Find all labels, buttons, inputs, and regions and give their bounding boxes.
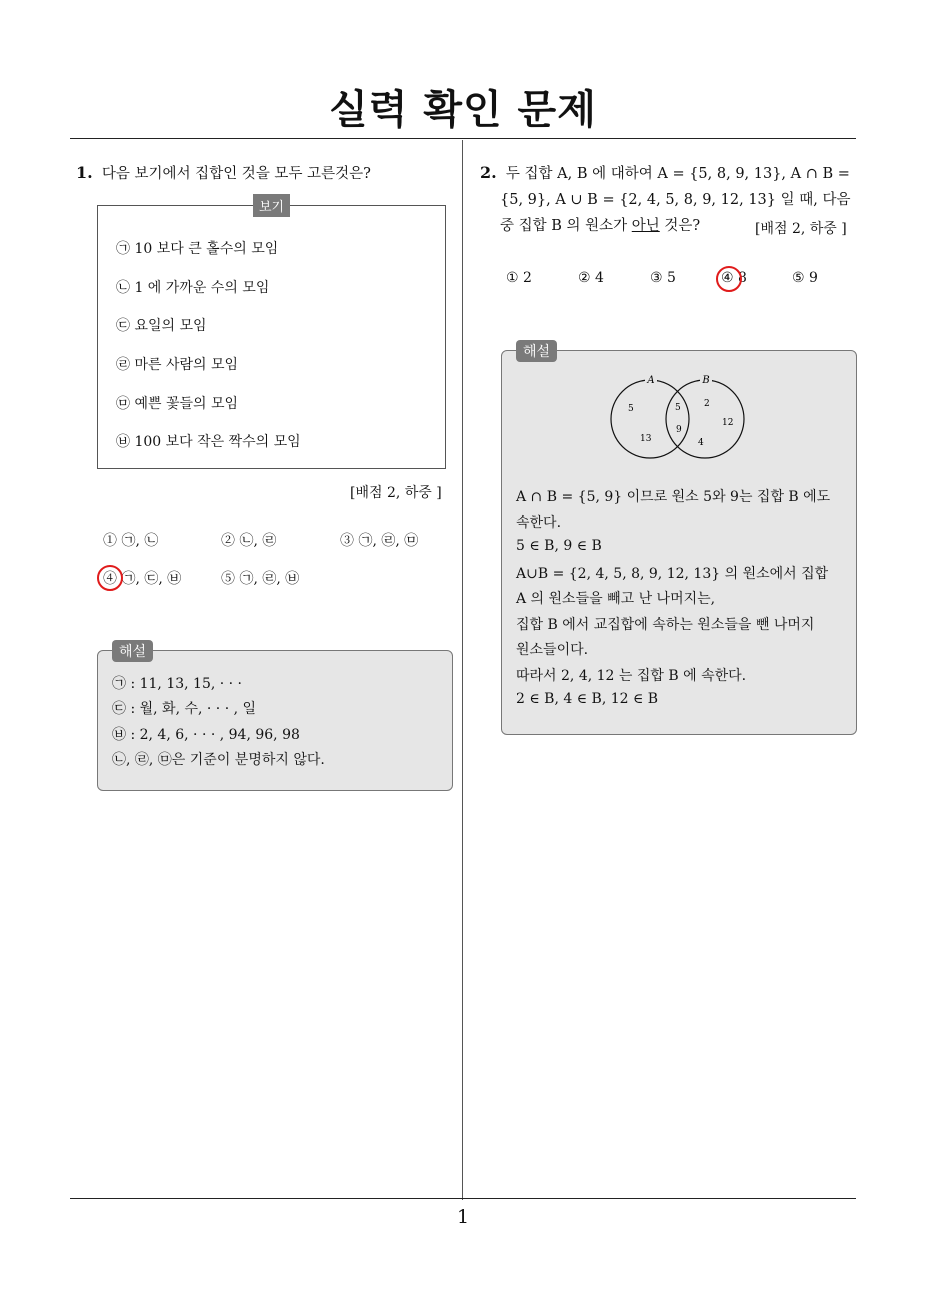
bogi-item: ㉥ 100 보다 작은 짝수의 모임 (116, 434, 301, 450)
solution-line: ㉥ : 2, 4, 6, · · · , 94, 96, 98 (112, 727, 300, 743)
question-text-line2: {5, 9}, A ∪ B = {2, 4, 5, 8, 9, 12, 13} 일 때, 다음 (500, 192, 851, 208)
bogi-item: ㉢ 요일의 모임 (116, 318, 207, 334)
q1-answer-mark (97, 565, 123, 591)
venn-both: 9 (676, 425, 682, 435)
bogi-item: ㉠ 10 보다 큰 홀수의 모임 (116, 241, 279, 257)
solution-line: 속한다. (516, 515, 562, 531)
venn-label-b: B (702, 375, 710, 386)
bogi-item: ㉡ 1 에 가까운 수의 모임 (116, 280, 270, 296)
top-rule (70, 138, 856, 139)
solution-line: 5 ∈ B, 9 ∈ B (516, 538, 602, 554)
q2-solution-box (501, 344, 857, 735)
solution-line: ㉡, ㉣, ㉤은 기준이 분명하지 않다. (112, 752, 325, 768)
solution-line: A∪B = {2, 4, 5, 8, 9, 12, 13} 의 원소에서 집합 (516, 566, 829, 582)
column-divider (462, 140, 463, 1200)
underlined-word: 아닌 (631, 218, 660, 234)
q2-choice-5[interactable]: ⑤ 9 (792, 270, 818, 286)
venn-only-a: 5 (628, 404, 634, 414)
q1-choice-1[interactable]: ① ㉠, ㉡ (103, 533, 159, 549)
question-text-line3: 중 집합 B 의 원소가 (500, 218, 632, 234)
q1-score: [배점 2, 하중 ] (350, 485, 442, 501)
solution-line: A 의 원소들을 빼고 난 나머지는, (516, 591, 716, 607)
venn-only-b: 12 (722, 418, 734, 428)
question-text-line3-end: 것은? (659, 218, 701, 234)
question-text: 다음 보기에서 집합인 것을 모두 고른것은? (101, 166, 371, 182)
venn-label-a: A (647, 375, 655, 386)
q1-solution-box (97, 644, 453, 791)
q1-choice-4[interactable]: ④ ㉠, ㉢, ㉥ (103, 571, 182, 587)
question-1 (76, 160, 371, 187)
q1-choice-3[interactable]: ③ ㉠, ㉣, ㉤ (340, 533, 419, 549)
q1-choice-5[interactable]: ⑤ ㉠, ㉣, ㉥ (221, 571, 300, 587)
solution-line: A ∩ B = {5, 9} 이므로 원소 5와 9는 집합 B 에도 (516, 489, 831, 505)
question-number: 2. (480, 163, 497, 182)
q2-choice-2[interactable]: ② 4 (578, 270, 604, 286)
venn-only-b: 4 (698, 438, 704, 448)
q2-answer-mark (716, 266, 742, 292)
venn-diagram (602, 369, 762, 467)
bogi-box (97, 200, 446, 469)
page-number: 1 (456, 1206, 470, 1228)
q2-score: [배점 2, 하중 ] (755, 221, 847, 237)
solution-line: 2 ∈ B, 4 ∈ B, 12 ∈ B (516, 691, 659, 707)
bottom-rule (70, 1198, 856, 1199)
q2-choice-3[interactable]: ③ 5 (650, 270, 676, 286)
venn-only-a: 13 (640, 434, 652, 444)
bogi-item: ㉤ 예쁜 꽃들의 모임 (116, 396, 239, 412)
q2-choice-1[interactable]: ① 2 (506, 270, 532, 286)
solution-line: ㉠ : 11, 13, 15, · · · (112, 676, 243, 692)
venn-only-b: 2 (704, 399, 710, 409)
bogi-item: ㉣ 마른 사람의 모임 (116, 357, 239, 373)
page-title: 실력 확인 문제 (329, 87, 597, 133)
solution-label: 해설 (112, 640, 153, 662)
question-number: 1. (76, 163, 93, 182)
venn-both: 5 (675, 403, 681, 413)
solution-line: 원소들이다. (516, 642, 589, 658)
q2-choice-4[interactable]: ④ 8 (721, 270, 747, 286)
solution-line: ㉢ : 월, 화, 수, · · · , 일 (112, 701, 257, 717)
question-text-line1: 두 집합 A, B 에 대하여 A = {5, 8, 9, 13}, A ∩ B = (505, 166, 850, 182)
bogi-label: 보기 (253, 194, 290, 217)
q1-choice-2[interactable]: ② ㉡, ㉣ (221, 533, 277, 549)
solution-label: 해설 (516, 340, 557, 362)
solution-line: 집합 B 에서 교집합에 속하는 원소들을 뺀 나머지 (516, 617, 815, 633)
solution-line: 따라서 2, 4, 12 는 집합 B 에 속한다. (516, 668, 747, 684)
